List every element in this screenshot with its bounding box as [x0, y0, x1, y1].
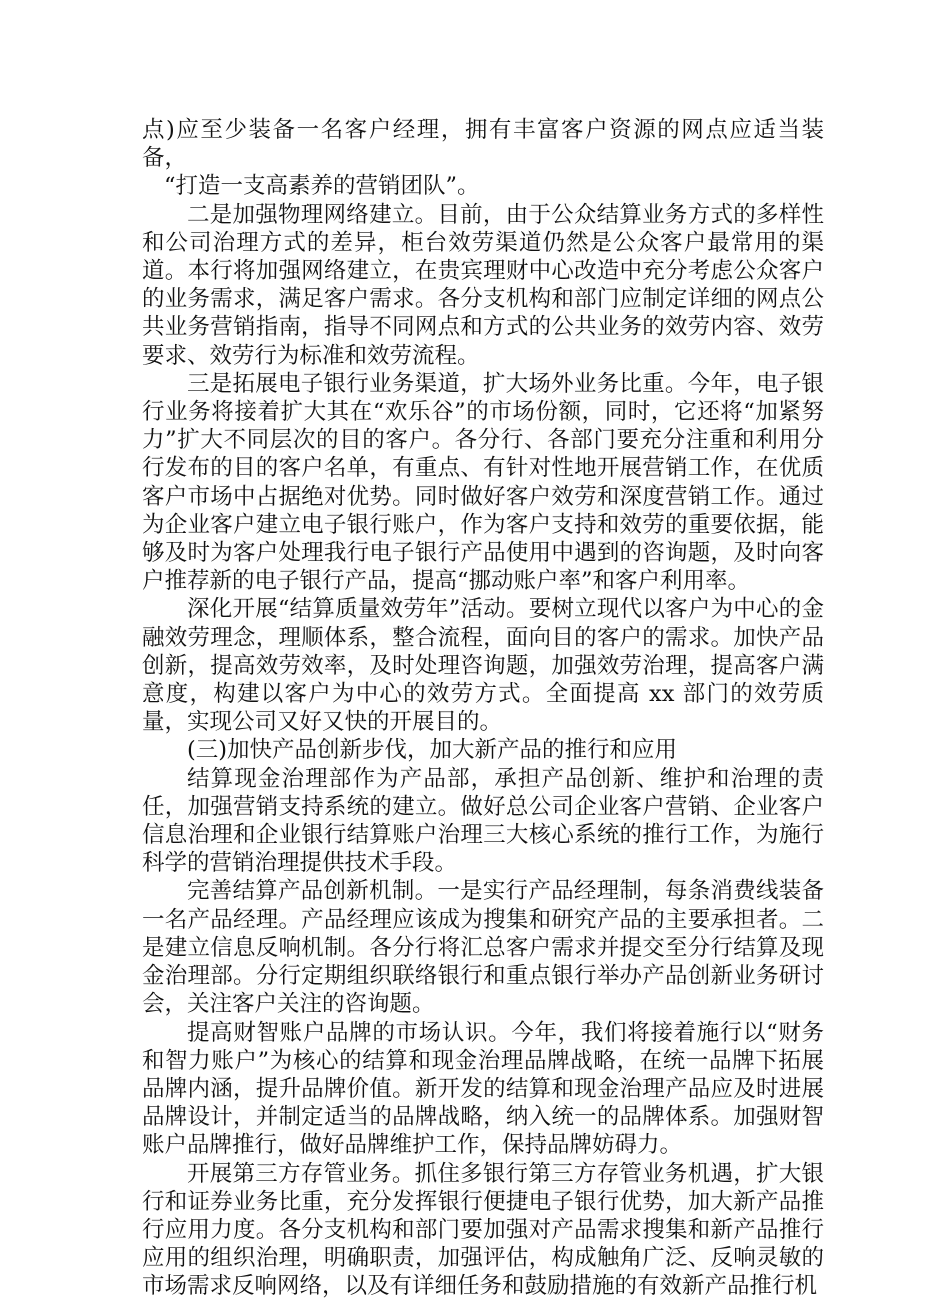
paragraph-3: 二是加强物理网络建立。目前，由于公众结算业务方式的多样性和公司治理方式的差异，柜台效劳渠道仍然是公众客户最常用的渠道。本行将加强网络建立，在贵宾理财中心改造中充分考虑公众客户的业务需求，满足客户需求。各分支机构和部门应制定详细的网点公共业务营销指南，指导不同网点和方式的公共业务的效劳内容、效劳要求、效劳行为标准和效劳流程。: [142, 201, 824, 369]
paragraph-8: 提高财智账户品牌的市场认识。今年，我们将接着施行以“财务和智力账户”为核心的结算和现金治理品牌战略，在统一品牌下拓展品牌内涵，提升品牌价值。新开发的结算和现金治理产品应及时进展品牌设计，并制定适当的品牌战略，纳入统一的品牌体系。加强财智账户品牌推行，做好品牌维护工作，保持品牌妨碍力。: [142, 1019, 824, 1159]
paragraph-4: 三是拓展电子银行业务渠道，扩大场外业务比重。今年，电子银行业务将接着扩大其在“欢乐谷”的市场份额，同时，它还将“加紧努力”扩大不同层次的目的客户。各分行、各部门要充分注重和利用分行发布的目的客户名单，有重点、有针对性地开展营销工作，在优质客户市场中占据绝对优势。同时做好客户效劳和深度营销工作。通过为企业客户建立电子银行账户，作为客户支持和效劳的重要依据，能够及时为客户处理我行电子银行产品使用中遇到的咨询题，及时向客户推荐新的电子银行产品，提高“挪动账户率”和客户利用率。: [142, 370, 824, 595]
paragraph-5: 深化开展“结算质量效劳年”活动。要树立现代以客户为中心的金融效劳理念，理顺体系，整合流程，面向目的客户的需求。加快产品创新，提高效劳效率，及时处理咨询题，加强效劳治理，提高客户满意度，构建以客户为中心的效劳方式。全面提高 xx 部门的效劳质量，实现公司又好又快的开展目的。: [142, 596, 824, 736]
paragraph-6: 结算现金治理部作为产品部，承担产品创新、维护和治理的责任，加强营销支持系统的建立。做好总公司企业客户营销、企业客户信息治理和企业银行结算账户治理三大核心系统的推行工作，为施行科学的营销治理提供技术手段。: [142, 765, 824, 877]
paragraph-2: “打造一支高素养的营销团队”。: [164, 173, 480, 200]
paragraph-7: 完善结算产品创新机制。一是实行产品经理制，每条消费线装备一名产品经理。产品经理应该成为搜集和研究产品的主要承担者。二是建立信息反响机制。各分行将汇总客户需求并提交至分行结算及现金治理部。分行定期组织联络银行和重点银行举办产品创新业务研讨会，关注客户关注的咨询题。: [142, 878, 824, 1018]
paragraph-9: 开展第三方存管业务。抓住多银行第三方存管业务机遇，扩大银行和证券业务比重，充分发挥银行便捷电子银行优势，加大新产品推行应用力度。各分支机构和部门要加强对产品需求搜集和新产品推行应用的组织治理，明确职责，加强评估，构成触角广泛、反响灵敏的市场需求反响网络，以及有详细任务和鼓励措施的有效新产品推行机: [142, 1160, 824, 1300]
section-heading: (三)加快产品创新步伐，加大新产品的推行和应用: [187, 737, 678, 764]
document-page: [142, 116, 824, 1301]
paragraph-1: 点)应至少装备一名客户经理，拥有丰富客户资源的网点应适当装备，: [142, 117, 824, 172]
